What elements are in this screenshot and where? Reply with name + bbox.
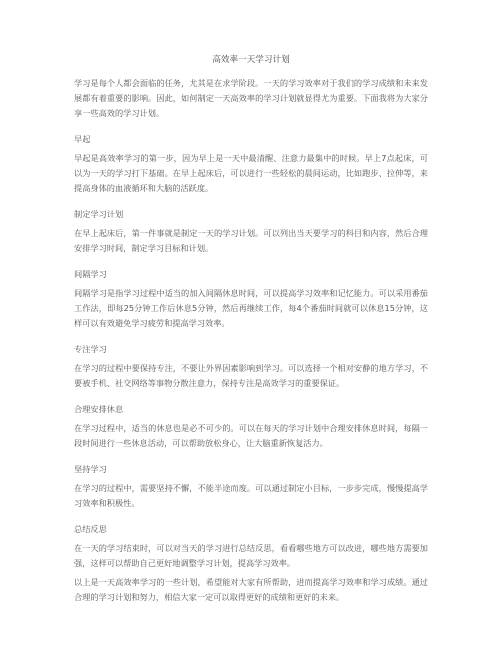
section-heading: 制定学习计划 (74, 209, 124, 219)
section-heading: 坚持学习 (74, 464, 107, 474)
section-body: 早起是高效率学习的第一步，因为早上是一天中最清醒、注意力最集中的时候。早上7点起床，可以为一天的学习打下基础。在早上起床后，可以进行一些轻松的晨间运动，比如跑步、拉伸等，来提高身体的血液循环和大脑的活跃度。 (74, 153, 428, 193)
spacer (74, 451, 428, 462)
intro-paragraph: 学习是每个人都会面临的任务，尤其是在求学阶段。一天的学习效率对于我们的学习成绩和未来发展都有着重要的影响。因此，如何制定一天高效率的学习计划就显得尤为重要。下面我将为大家分享一些高效的学习计划。 (74, 78, 428, 118)
spacer (74, 256, 428, 267)
spacer (74, 196, 428, 207)
section-heading: 总结反思 (74, 524, 107, 534)
section-body: 在学习过程中，适当的休息也是必不可少的。可以在每天的学习计划中合理安排休息时间，每隔一段时间进行一些休息活动，可以帮助放松身心，让大脑重新恢复活力。 (74, 423, 428, 448)
section-body: 在学习的过程中，需要坚持不懈，不能半途而废。可以通过制定小目标，一步步完成，慢慢提高学习效率和积极性。 (74, 483, 428, 508)
spacer (74, 511, 428, 522)
section-heading: 专注学习 (74, 344, 107, 354)
section-persist (74, 462, 428, 522)
section-body: 间隔学习是指学习过程中适当的加入间隔休息时间，可以提高学习效率和记忆能力。可以采用番茄工作法，即每25分钟工作后休息5分钟，然后再继续工作，每4个番茄时间就可以休息15分钟，这样可以有效避免学习疲劳和提高学习效率。 (74, 288, 428, 328)
section-body: 在学习的过程中要保持专注，不要让外界因素影响到学习。可以选择一个相对安静的地方学习，不要被手机、社交网络等事物分散注意力，保持专注是高效学习的重要保证。 (74, 363, 428, 388)
section-heading: 早起 (74, 134, 91, 144)
section-body: 在一天的学习结束时，可以对当天的学习进行总结反思，看看哪些地方可以改进，哪些地方需要加强，这样可以帮助自己更好地调整学习计划，提高学习效率。 (74, 543, 428, 568)
conclusion-paragraph: 以上是一天高效率学习的一些计划，希望能对大家有所帮助，进而提高学习效率和学习成绩。通过合理的学习计划和努力，相信大家一定可以取得更好的成绩和更好的未来。 (74, 577, 428, 602)
section-review (74, 522, 428, 575)
document-title: 高效率一天学习计划 (212, 55, 290, 65)
section-heading: 合理安排休息 (74, 404, 124, 414)
spacer (74, 121, 428, 132)
section-interval-study (74, 267, 428, 342)
section-body: 在早上起床后，第一件事就是制定一天的学习计划。可以列出当天要学习的科目和内容，然后合理安排学习时间，制定学习目标和计划。 (74, 228, 428, 253)
section-make-plan (74, 207, 428, 267)
section-early-rise (74, 132, 428, 207)
section-heading: 间隔学习 (74, 269, 107, 279)
section-rest (74, 402, 428, 462)
spacer (74, 391, 428, 402)
spacer (74, 331, 428, 342)
section-focus-study (74, 342, 428, 402)
